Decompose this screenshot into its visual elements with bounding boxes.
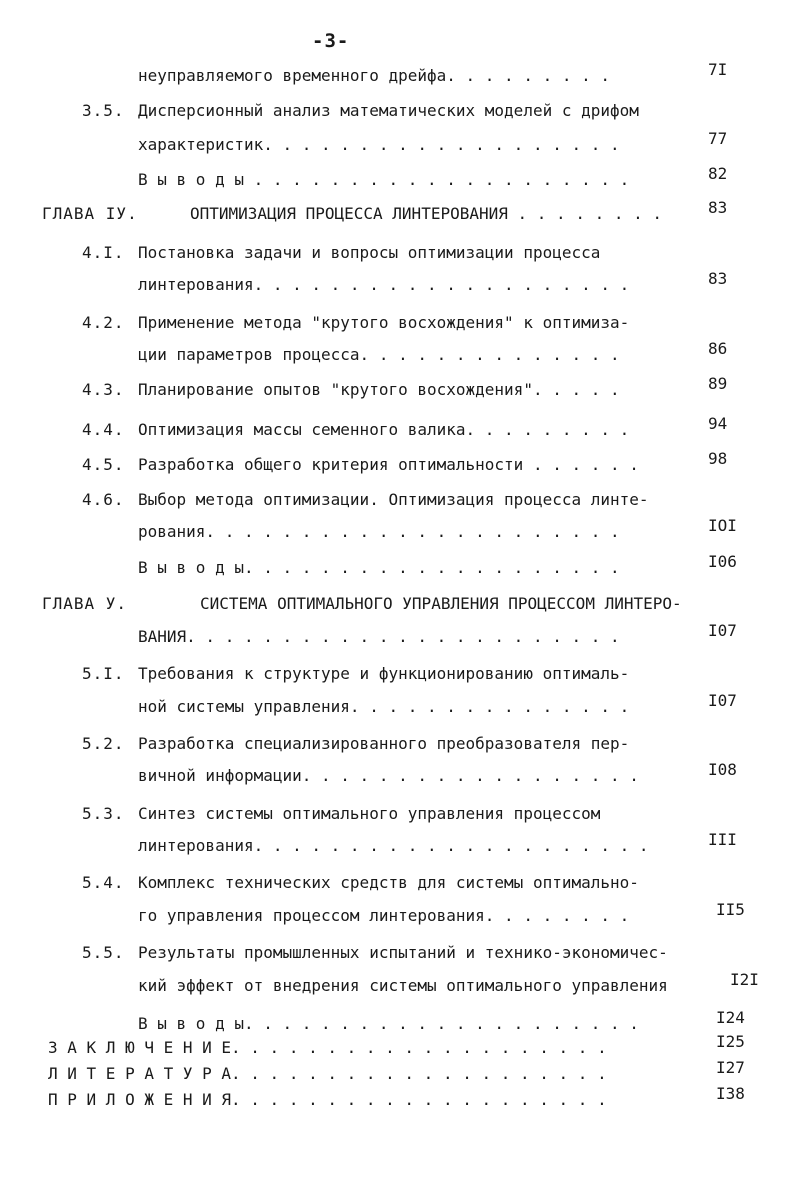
toc-entry-title: В ы в о д ы. . . . . . . . . . . . . . . . . . . . bbox=[138, 558, 620, 577]
toc-entry-page: IOI bbox=[708, 516, 737, 535]
toc-entry-page: II5 bbox=[716, 900, 745, 919]
toc-entry-number: 4.6. bbox=[82, 490, 125, 509]
toc-entry-title: го управления процессом линтерования. . . . . . . . bbox=[138, 906, 630, 925]
toc-entry-title: кий эффект от внедрения системы оптимального управления bbox=[138, 976, 668, 995]
toc-entry-title: Применение метода "крутого восхождения" к оптимиза- bbox=[138, 313, 630, 332]
toc-entry-title: СИСТЕМА ОПТИМАЛЬНОГО УПРАВЛЕНИЯ ПРОЦЕССОМ ЛИНТЕРО- bbox=[200, 594, 682, 613]
toc-entry-number: ГЛАВА IУ. bbox=[42, 204, 138, 223]
toc-entry-title: характеристик. . . . . . . . . . . . . . . . . . . bbox=[138, 135, 620, 154]
toc-entry-page: III bbox=[708, 830, 737, 849]
toc-entry-title: ной системы управления. . . . . . . . . . . . . . . bbox=[138, 697, 630, 716]
toc-entry-page: 83 bbox=[708, 198, 728, 217]
toc-entry-page: 82 bbox=[708, 164, 728, 183]
toc-entry-number: 4.I. bbox=[82, 243, 125, 262]
toc-entry-number: 5.3. bbox=[82, 804, 125, 823]
toc-entry-page: 7I bbox=[708, 60, 728, 79]
toc-entry-number: 5.2. bbox=[82, 734, 125, 753]
toc-entry-title: рования. . . . . . . . . . . . . . . . . . . . . . bbox=[138, 522, 620, 541]
toc-entry-title: ции параметров процесса. . . . . . . . . . . . . . bbox=[138, 345, 620, 364]
toc-entry-title: ВАНИЯ. . . . . . . . . . . . . . . . . . . . . . . bbox=[138, 627, 620, 646]
toc-entry-title: Требования к структуре и функционированию оптималь- bbox=[138, 664, 630, 683]
toc-entry-number: 4.2. bbox=[82, 313, 125, 332]
toc-entry-title: неуправляемого временного дрейфа. . . . . . . . . bbox=[138, 66, 611, 85]
toc-entry-page: 83 bbox=[708, 269, 728, 288]
toc-entry-page: I2I bbox=[730, 970, 759, 989]
toc-entry-title: Комплекс технических средств для системы оптимально- bbox=[138, 873, 639, 892]
toc-entry-page: I06 bbox=[708, 552, 737, 571]
page-number: -3- bbox=[312, 30, 350, 52]
toc-entry-page: I25 bbox=[716, 1032, 745, 1051]
toc-entry-title: Л И Т Е Р А Т У Р А. . . . . . . . . . . . . . . . . . . . bbox=[48, 1064, 607, 1083]
toc-entry-page: 86 bbox=[708, 339, 728, 358]
toc-entry-title: Оптимизация массы семенного валика. . . . . . . . . bbox=[138, 420, 630, 439]
toc-entry-page: I24 bbox=[716, 1008, 745, 1027]
toc-entry-number: 4.5. bbox=[82, 455, 125, 474]
toc-entry-title: Выбор метода оптимизации. Оптимизация процесса линте- bbox=[138, 490, 649, 509]
toc-entry-title: В ы в о д ы . . . . . . . . . . . . . . . . . . . . bbox=[138, 170, 630, 189]
toc-entry-number: ГЛАВА У. bbox=[42, 594, 128, 613]
toc-entry-page: 98 bbox=[708, 449, 728, 468]
toc-entry-title: Синтез системы оптимального управления процессом bbox=[138, 804, 601, 823]
toc-entry-title: Результаты промышленных испытаний и технико-экономичес- bbox=[138, 943, 668, 962]
toc-entry-title: З А К Л Ю Ч Е Н И Е. . . . . . . . . . . . . . . . . . . . bbox=[48, 1038, 607, 1057]
toc-entry-number: 5.4. bbox=[82, 873, 125, 892]
toc-entry-page: 94 bbox=[708, 414, 728, 433]
toc-entry-number: 3.5. bbox=[82, 101, 125, 120]
toc-entry-title: Разработка общего критерия оптимальности . . . . . . bbox=[138, 455, 639, 474]
toc-entry-title: линтерования. . . . . . . . . . . . . . . . . . . . . bbox=[138, 836, 649, 855]
toc-entry-number: 5.5. bbox=[82, 943, 125, 962]
toc-entry-title: Постановка задачи и вопросы оптимизации процесса bbox=[138, 243, 601, 262]
toc-entry-page: I27 bbox=[716, 1058, 745, 1077]
toc-entry-title: ОПТИМИЗАЦИЯ ПРОЦЕССА ЛИНТЕРОВАНИЯ . . . . . . . . bbox=[190, 204, 663, 223]
toc-entry-number: 4.3. bbox=[82, 380, 125, 399]
toc-entry-page: I08 bbox=[708, 760, 737, 779]
toc-entry-title: Дисперсионный анализ математических моделей с дрифом bbox=[138, 101, 639, 120]
toc-entry-title: линтерования. . . . . . . . . . . . . . . . . . . . bbox=[138, 275, 630, 294]
toc-entry-title: Планирование опытов "крутого восхождения". . . . . bbox=[138, 380, 620, 399]
toc-entry-page: I07 bbox=[708, 691, 737, 710]
toc-entry-title: вичной информации. . . . . . . . . . . . . . . . . . bbox=[138, 766, 639, 785]
toc-entry-page: 77 bbox=[708, 129, 728, 148]
toc-entry-page: I07 bbox=[708, 621, 737, 640]
toc-entry-page: 89 bbox=[708, 374, 728, 393]
toc-entry-page: I38 bbox=[716, 1084, 745, 1103]
toc-entry-number: 4.4. bbox=[82, 420, 125, 439]
toc-entry-title: В ы в о д ы. . . . . . . . . . . . . . . . . . . . . bbox=[138, 1014, 639, 1033]
toc-entry-title: П Р И Л О Ж Е Н И Я. . . . . . . . . . . . . . . . . . . . bbox=[48, 1090, 607, 1109]
toc-entry-title: Разработка специализированного преобразователя пер- bbox=[138, 734, 630, 753]
toc-entry-number: 5.I. bbox=[82, 664, 125, 683]
